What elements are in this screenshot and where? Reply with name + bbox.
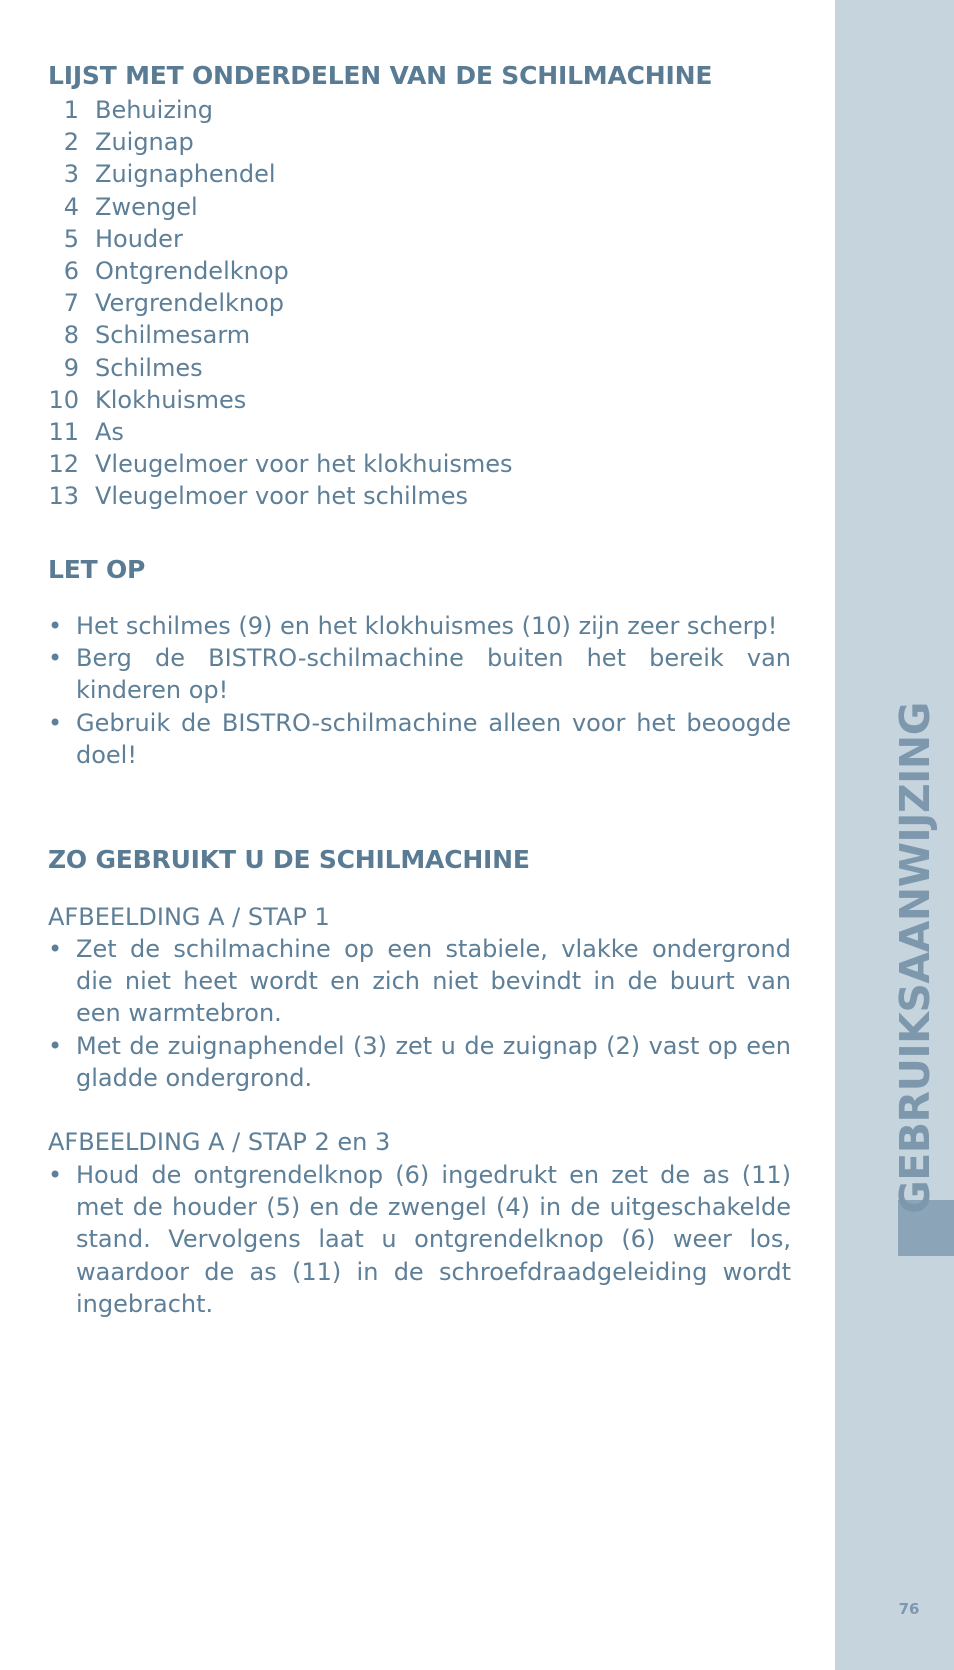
bullet-dot: • bbox=[48, 612, 63, 640]
part-number: 3 bbox=[63, 160, 79, 189]
step-item bbox=[48, 1159, 791, 1320]
parts-list-item bbox=[48, 480, 513, 512]
parts-list-item bbox=[48, 416, 513, 448]
caution-text: Berg de BISTRO-schilmachine buiten het bereik van kinderen op! bbox=[76, 644, 791, 705]
parts-list-item bbox=[48, 126, 513, 158]
part-label: Ontgrendelknop bbox=[95, 256, 289, 285]
caution-text: Het schilmes (9) en het klokhuismes (10) zijn zeer scherp! bbox=[76, 612, 778, 640]
caution-item bbox=[48, 707, 791, 771]
parts-list-item bbox=[48, 352, 513, 384]
bullet-dot: • bbox=[48, 935, 63, 963]
caution-item bbox=[48, 610, 791, 642]
part-number: 4 bbox=[63, 192, 79, 221]
bullet-dot: • bbox=[48, 1161, 63, 1189]
part-label: Klokhuismes bbox=[95, 385, 247, 414]
step-item bbox=[48, 933, 791, 1030]
parts-list-item bbox=[48, 191, 513, 223]
part-number: 13 bbox=[48, 482, 79, 511]
step-2-title: AFBEELDING A / STAP 2 en 3 bbox=[48, 1128, 391, 1156]
parts-list bbox=[48, 94, 513, 512]
parts-list-item bbox=[48, 448, 513, 480]
part-label: Houder bbox=[95, 224, 183, 253]
part-number: 10 bbox=[48, 385, 79, 414]
part-number: 12 bbox=[48, 450, 79, 479]
part-number: 11 bbox=[48, 417, 79, 446]
bullet-dot: • bbox=[48, 708, 63, 737]
part-number: 9 bbox=[63, 353, 79, 382]
step-2-list bbox=[48, 1159, 791, 1320]
caution-heading: LET OP bbox=[48, 555, 146, 584]
caution-text: Gebruik de BISTRO-schilmachine alleen voor het beoogde doel! bbox=[76, 708, 791, 769]
caution-list bbox=[48, 610, 791, 771]
part-number: 1 bbox=[63, 96, 79, 124]
part-number: 8 bbox=[63, 321, 79, 350]
parts-list-item bbox=[48, 384, 513, 416]
part-label: Vleugelmoer voor het klokhuismes bbox=[95, 450, 513, 479]
part-label: Behuizing bbox=[95, 96, 214, 124]
bullet-dot: • bbox=[48, 644, 63, 673]
part-label: Zuignaphendel bbox=[95, 160, 276, 189]
step-1-list bbox=[48, 933, 791, 1094]
part-number: 5 bbox=[63, 224, 79, 253]
part-number: 2 bbox=[63, 128, 79, 157]
part-label: Zwengel bbox=[95, 192, 198, 221]
parts-list-item bbox=[48, 223, 513, 255]
part-label: Vergrendelknop bbox=[95, 289, 285, 318]
parts-list-item bbox=[48, 158, 513, 190]
part-label: Schilmes bbox=[95, 353, 203, 382]
sidebar-section-title: GEBRUIKSAANWIJZING bbox=[891, 702, 939, 1214]
bullet-dot: • bbox=[48, 1031, 63, 1060]
caution-item bbox=[48, 642, 791, 706]
part-number: 6 bbox=[63, 256, 79, 285]
usage-heading: ZO GEBRUIKT U DE SCHILMACHINE bbox=[48, 845, 530, 874]
step-text: Zet de schilmachine op een stabiele, vlakke ondergrond die niet heet wordt en zich niet bevindt in de buurt van een warmtebron. bbox=[76, 935, 791, 1028]
step-1-title: AFBEELDING A / STAP 1 bbox=[48, 903, 330, 931]
parts-list-item bbox=[48, 319, 513, 351]
parts-list-heading: LIJST MET ONDERDELEN VAN DE SCHILMACHINE bbox=[48, 61, 713, 90]
part-label: Zuignap bbox=[95, 128, 194, 157]
part-label: Schilmesarm bbox=[95, 321, 251, 350]
parts-list-item bbox=[48, 287, 513, 319]
parts-list-item bbox=[48, 255, 513, 287]
step-text: Houd de ontgrendelknop (6) ingedrukt en zet de as (11) met de houder (5) en de zwengel (4) in de uitgeschakelde stand. Vervolgens laat u ontgrendelknop (6) weer los, waardoor de as (11) in de schroefdraadgeleiding wordt ingebracht. bbox=[76, 1161, 791, 1318]
page-number: 76 bbox=[898, 1600, 920, 1618]
part-label: Vleugelmoer voor het schilmes bbox=[95, 482, 469, 511]
part-number: 7 bbox=[63, 289, 79, 318]
step-item bbox=[48, 1030, 791, 1094]
part-label: As bbox=[95, 417, 124, 446]
parts-list-item bbox=[48, 94, 513, 126]
step-text: Met de zuignaphendel (3) zet u de zuignap (2) vast op een gladde ondergrond. bbox=[76, 1031, 791, 1092]
